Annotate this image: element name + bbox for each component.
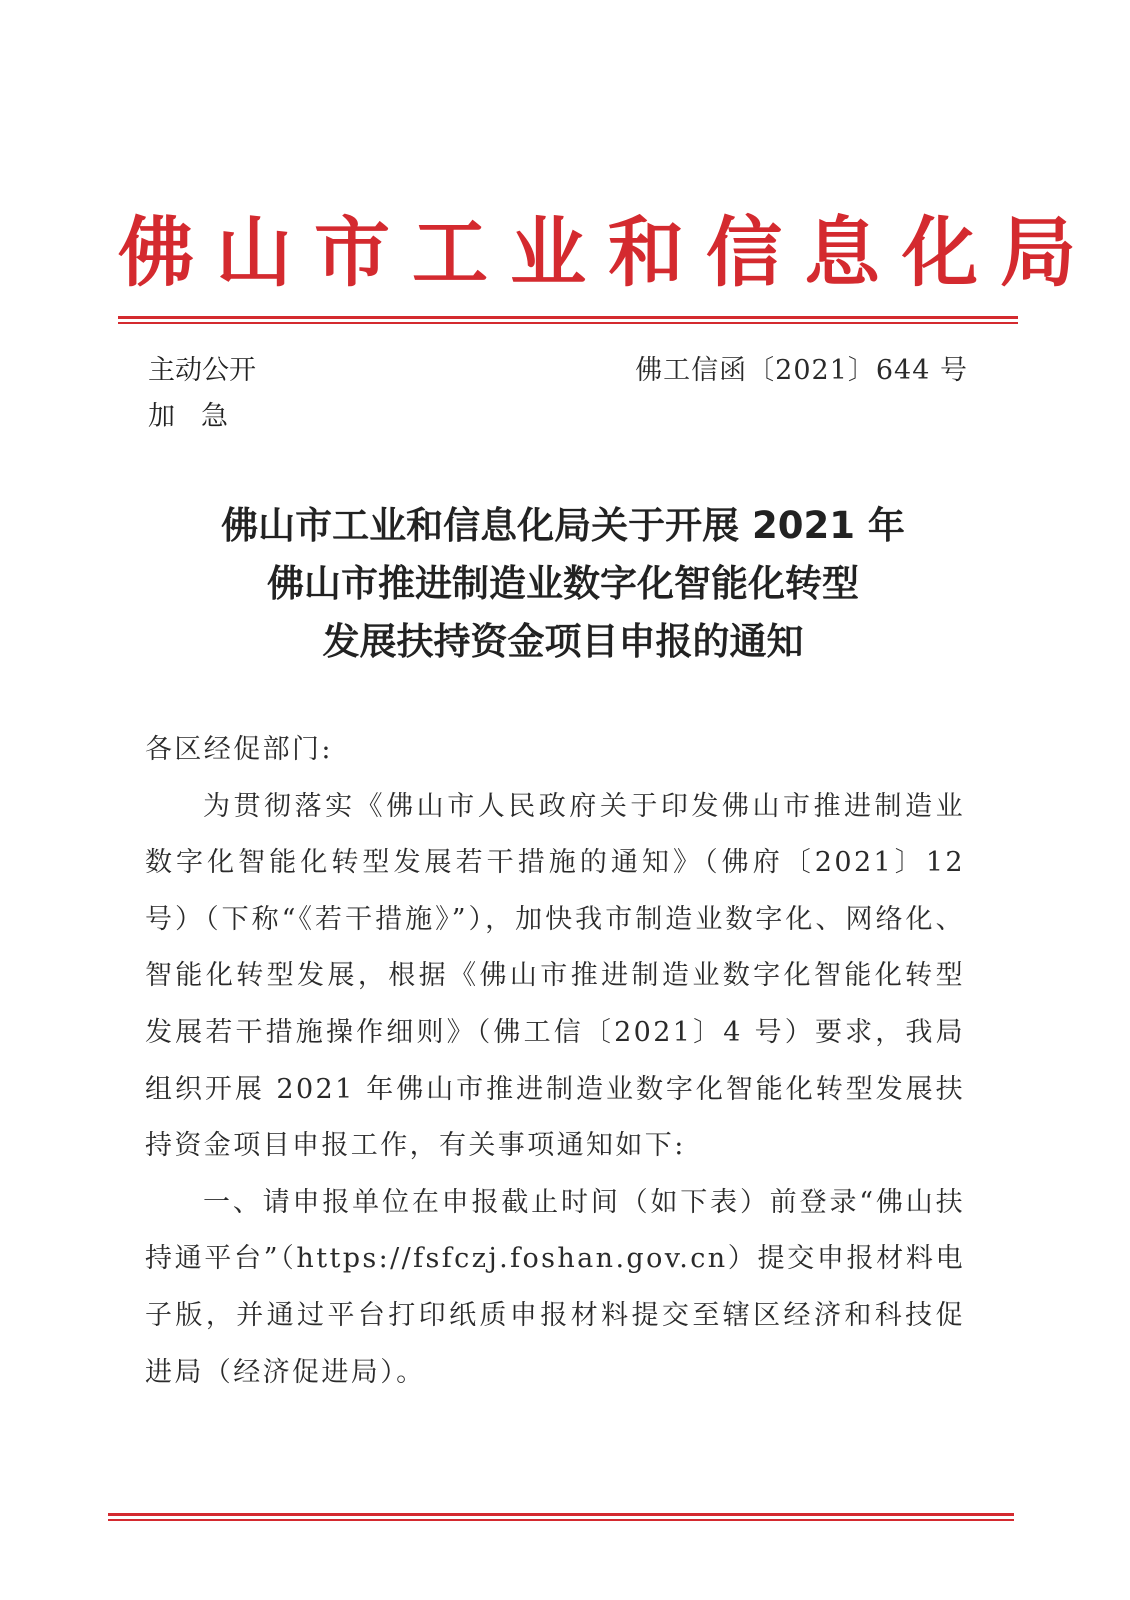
title-line-2: 佛山市推进制造业数字化智能化转型	[267, 562, 859, 605]
agency-header: 佛山市工业和信息化局	[118, 208, 1098, 297]
document-body	[145, 722, 965, 1401]
document-title	[118, 497, 1008, 671]
title-line-1: 佛山市工业和信息化局关于开展 2021 年	[221, 504, 905, 547]
document-meta	[148, 348, 256, 440]
disclosure-label: 主动公开	[148, 355, 256, 386]
footer-divider-thin	[108, 1519, 1014, 1521]
salutation: 各区经促部门:	[145, 734, 333, 765]
header-divider-thin	[118, 322, 1018, 324]
urgency-label: 加急	[148, 401, 254, 432]
footer-divider-thick	[108, 1513, 1014, 1516]
document-number: 佛工信函〔2021〕644 号	[635, 355, 968, 386]
header-divider-thick	[118, 316, 1018, 319]
body-paragraph-2: 一、请申报单位在申报截止时间（如下表）前登录“佛山扶持通平台”（https://fsfczj.foshan.gov.cn）提交申报材料电子版，并通过平台打印纸质申报材料提交至辖区经济和科技促进局（经济促进局）。	[145, 1186, 965, 1388]
title-line-3: 发展扶持资金项目申报的通知	[322, 620, 804, 663]
body-paragraph-1: 为贯彻落实《佛山市人民政府关于印发佛山市推进制造业数字化智能化转型发展若干措施的通知》（佛府〔2021〕12 号）（下称“《若干措施》”），加快我市制造业数字化、网络化、智能化转型发展，根据《佛山市推进制造业数字化智能化转型发展若干措施操作细则》（佛工信〔2021〕4 号）要求，我局组织开展 2021 年佛山市推进制造业数字化智能化转型发展扶持资金项目申报工作，有关事项通知如下:	[145, 790, 965, 1162]
